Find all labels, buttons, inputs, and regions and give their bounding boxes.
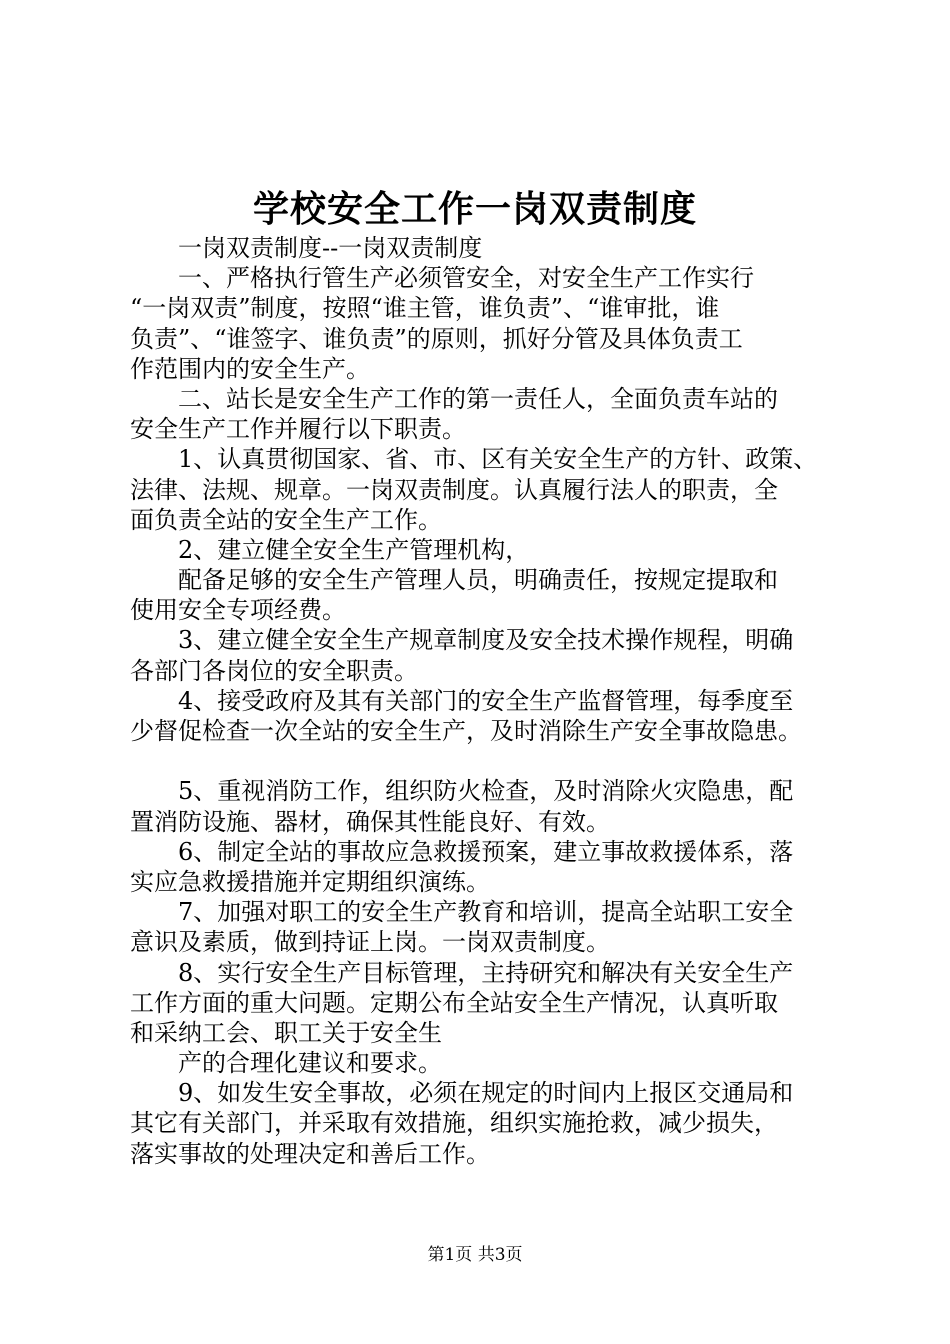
page-footer: 第1页 共3页 [427, 1245, 523, 1265]
body-line: 少督促检查一次全站的安全生产，及时消除生产安全事故隐患。 [130, 717, 802, 745]
document-body [130, 233, 832, 1169]
body-line: 3、建立健全安全生产规章制度及安全技术操作规程，明确 [130, 626, 794, 655]
body-line: 和采纳工会、职工关于安全生 [130, 1018, 442, 1047]
body-line: 负责”、“谁签字、谁负责”的原则，抓好分管及具体负责工 [130, 324, 743, 353]
body-line: 工作方面的重大问题。定期公布全站安全生产情况，认真听取 [130, 988, 778, 1017]
body-line: 一、严格执行管生产必须管安全，对安全生产工作实行 [130, 264, 754, 293]
body-line: 安全生产工作并履行以下职责。 [130, 415, 466, 444]
document-title: 学校安全工作一岗双责制度 [252, 189, 697, 230]
paragraph-gap [130, 746, 832, 776]
body-line: 8、实行安全生产目标管理，主持研究和解决有关安全生产 [130, 958, 794, 987]
body-line: 2、建立健全安全生产管理机构， [130, 535, 530, 564]
body-line: 法律、法规、规章。一岗双责制度。认真履行法人的职责，全 [130, 475, 778, 504]
body-line: 7、加强对职工的安全生产教育和培训，提高全站职工安全 [130, 898, 794, 927]
body-line: 意识及素质，做到持证上岗。一岗双责制度。 [130, 928, 610, 957]
body-line: “一岗双责”制度，按照“谁主管，谁负责”、“谁审批，谁 [130, 294, 720, 323]
body-line: 配备足够的安全生产管理人员，明确责任，按规定提取和 [130, 566, 778, 595]
body-line: 5、重视消防工作，组织防火检查，及时消除火灾隐患，配 [130, 777, 794, 806]
body-line: 各部门各岗位的安全职责。 [130, 656, 418, 685]
body-line: 6、制定全站的事故应急救援预案，建立事故救援体系，落 [130, 837, 794, 866]
body-line: 产的合理化建议和要求。 [130, 1049, 442, 1078]
body-line: 二、站长是安全生产工作的第一责任人，全面负责车站的 [130, 384, 778, 413]
body-line: 实应急救援措施并定期组织演练。 [130, 867, 490, 896]
body-line: 一岗双责制度--一岗双责制度 [130, 234, 483, 262]
body-line: 置消防设施、器材，确保其性能良好、有效。 [130, 807, 610, 836]
body-line: 面负责全站的安全生产工作。 [130, 505, 442, 534]
body-line: 作范围内的安全生产。 [130, 354, 370, 383]
body-line: 落实事故的处理决定和善后工作。 [130, 1139, 490, 1168]
body-line: 使用安全专项经费。 [130, 596, 346, 625]
body-line: 1、认真贯彻国家、省、市、区有关安全生产的方针、政策、 [130, 445, 818, 474]
body-line: 4、接受政府及其有关部门的安全生产监督管理，每季度至 [130, 686, 794, 715]
body-line: 9、如发生安全事故，必须在规定的时间内上报区交通局和 [130, 1079, 794, 1108]
body-line: 其它有关部门，并采取有效措施，组织实施抢救，减少损失， [130, 1109, 778, 1138]
